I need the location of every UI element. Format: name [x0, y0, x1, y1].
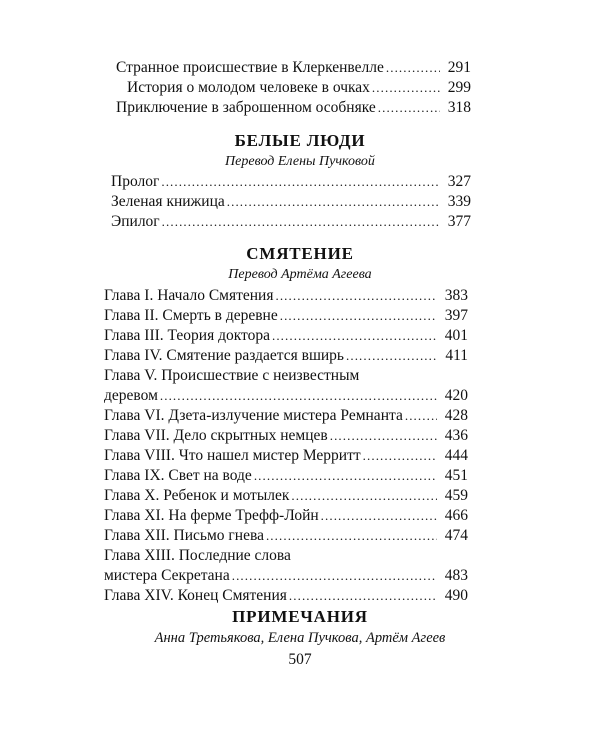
- toc-entry: [104, 526, 468, 546]
- dot-leader: [346, 346, 437, 366]
- entry-title: Глава VIII. Что нашел мистер Мерритт: [104, 447, 361, 464]
- dot-leader: [372, 78, 440, 98]
- dot-leader: [272, 326, 437, 346]
- section-heading: СМЯТЕНИЕ: [246, 244, 354, 263]
- dot-leader: [161, 172, 440, 192]
- dot-leader: [160, 386, 437, 406]
- entry-title: Глава XI. На ферме Трефф-Лойн: [104, 507, 319, 524]
- dot-leader: [275, 286, 437, 306]
- toc-entry: [104, 486, 468, 506]
- entry-title: Зеленая книжица: [111, 193, 225, 210]
- dot-leader: [405, 406, 437, 426]
- entry-title-line2: мистера Секретана: [104, 567, 230, 584]
- notes-page: 507: [288, 651, 312, 668]
- entry-page: 411: [445, 347, 468, 364]
- entry-page: 451: [444, 467, 468, 484]
- toc-entry: [116, 98, 471, 118]
- dot-leader: [363, 446, 437, 466]
- entry-page: 377: [447, 213, 471, 230]
- dot-leader: [291, 486, 437, 506]
- dot-leader: [254, 466, 437, 486]
- entry-title: Приключение в заброшенном особняке: [116, 99, 376, 116]
- toc-entry: [116, 58, 471, 78]
- entry-page: 327: [447, 173, 471, 190]
- entry-title-line1: Глава XIII. Последние слова: [104, 547, 291, 564]
- dot-leader: [330, 426, 437, 446]
- entry-page: 466: [444, 507, 468, 524]
- entry-page: 490: [444, 587, 468, 604]
- section-heading: ПРИМЕЧАНИЯ: [232, 607, 368, 626]
- entry-title: Глава IV. Смятение раздается вширь: [104, 347, 344, 364]
- entry-page: 436: [444, 427, 468, 444]
- notes-authors: Анна Третьякова, Елена Пучкова, Артём Агеев: [154, 630, 446, 646]
- entry-title: Глава III. Теория доктора: [104, 327, 270, 344]
- entry-title: Глава XII. Письмо гнева: [104, 527, 264, 544]
- toc-entry: [116, 78, 471, 98]
- entry-page: 444: [444, 447, 468, 464]
- entry-page: 420: [444, 387, 468, 404]
- toc-entry: [104, 586, 468, 606]
- toc-entry: [111, 172, 471, 192]
- toc-entry: [104, 346, 468, 366]
- toc-entry: [104, 446, 468, 466]
- entry-title: Глава VI. Дзета-излучение мистера Ремнанта: [104, 407, 403, 424]
- entry-page: 339: [447, 193, 471, 210]
- entry-page: 318: [447, 99, 471, 116]
- dot-leader: [232, 566, 437, 586]
- dot-leader: [162, 212, 440, 232]
- dot-leader: [227, 192, 440, 212]
- entry-page: 383: [444, 287, 468, 304]
- dot-leader: [289, 586, 437, 606]
- entry-page: 474: [444, 527, 468, 544]
- dot-leader: [321, 506, 437, 526]
- toc-entry: [104, 426, 468, 446]
- toc-entry: [104, 286, 468, 306]
- entry-title: Эпилог: [111, 213, 160, 230]
- entry-title: Глава X. Ребенок и мотылек: [104, 487, 290, 504]
- toc-entry: [104, 466, 468, 486]
- entry-page: 299: [447, 79, 471, 96]
- dot-leader: [266, 526, 437, 546]
- entry-title-line2: деревом: [104, 387, 158, 404]
- section-heading: БЕЛЫЕ ЛЮДИ: [234, 131, 366, 150]
- entry-page: 397: [444, 307, 468, 324]
- toc-entry: [111, 212, 471, 232]
- entry-page: 291: [447, 59, 471, 76]
- dot-leader: [280, 306, 437, 326]
- toc-entry: [111, 192, 471, 212]
- entry-title-line1: Глава V. Происшествие с неизвестным: [104, 367, 360, 384]
- entry-page: 428: [444, 407, 468, 424]
- toc-entry: [104, 506, 468, 526]
- toc-entry: [104, 326, 468, 346]
- entry-title: Глава I. Начало Смятения: [104, 287, 274, 304]
- dot-leader: [378, 98, 440, 118]
- entry-title: История о молодом человеке в очках: [127, 79, 370, 96]
- entry-page: 459: [444, 487, 468, 504]
- toc-entry: [104, 306, 468, 326]
- entry-title: Глава XIV. Конец Смятения: [104, 587, 287, 604]
- toc-entry: [104, 406, 468, 426]
- entry-page: 483: [444, 567, 468, 584]
- toc-entry: [104, 566, 468, 586]
- entry-page: 401: [444, 327, 468, 344]
- dot-leader: [386, 58, 440, 78]
- toc-entry: [104, 386, 468, 406]
- entry-title: Странное происшествие в Клеркенвелле: [116, 59, 384, 76]
- entry-title: Глава VII. Дело скрытных немцев: [104, 427, 328, 444]
- entry-title: Глава II. Смерть в деревне: [104, 307, 278, 324]
- section-translator: Перевод Елены Пучковой: [225, 154, 375, 169]
- section-translator: Перевод Артёма Агеева: [228, 267, 372, 282]
- entry-title: Глава IX. Свет на воде: [104, 467, 252, 484]
- entry-title: Пролог: [111, 173, 160, 190]
